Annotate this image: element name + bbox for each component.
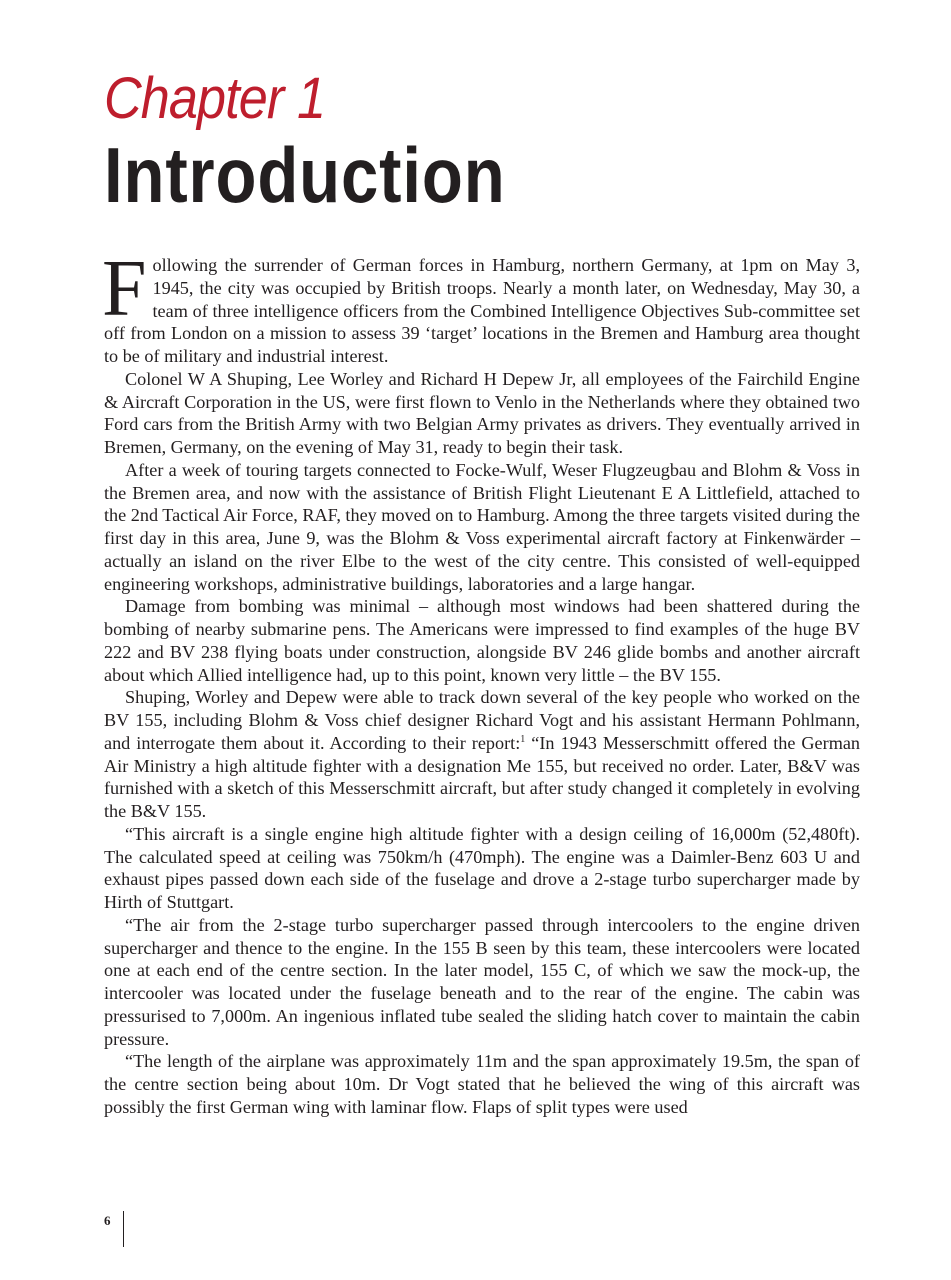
page-number: 6 [104,1213,111,1228]
chapter-label: Chapter 1 [104,66,326,131]
body-text [102,245,861,1119]
paragraph-8: “The length of the airplane was approximately 11m and the span approximately 19.5m, the span of the centre section being about 10m. Dr Vogt stated that he believed the wing of this aircraft was possibly the first German wing with laminar flow. Flaps of split types were used [104,1051,860,1117]
paragraph-5-text-a: Shuping, Worley and Depew were able to track down several of the key people who worked on the BV 155, including Blohm & Voss chief designer Richard Vogt and his assistant Hermann Pohlmann, and interrogate them about it. According to their report: [104,687,860,753]
paragraph-7: “The air from the 2-stage turbo supercharger passed through intercoolers to the engine driven supercharger and thence to the engine. In the 155 B seen by this team, these intercoolers were located one at each end of the centre section. In the later model, 155 C, of which we saw the mock-up, the intercooler was located under the fuselage beneath and to the rear of the engine. The cabin was pressurised to 7,000m. An ingenious inflated tube sealed the sliding hatch cover to maintain the cabin pressure. [104,914,860,1049]
paragraph-1-text: ollowing the surrender of German forces in Hamburg, northern Germany, at 1pm on May 3, 1945, the city was occupied by British troops. Nearly a month later, on Wednesday, May 30, a team of three intelligence officers from the Combined Intelligence Objectives Sub-committee set off from London on a mission to assess 39 ‘target’ locations in the Bremen and Hamburg area thought to be of military and industrial interest. [104,255,860,366]
paragraph-1 [102,245,860,368]
paragraph-5-text-b: “In 1943 Messerschmitt offered the German Air Ministry a high altitude fighter with a designation Me 155, but received no order. Later, B&V was furnished with a sketch of this Messerschmitt aircraft, but after study changed it completely in evolving the B&V 155. [104,732,861,821]
paragraph-5 [104,686,860,823]
chapter-title: Introduction [104,131,506,219]
paragraph-3: After a week of touring targets connected to Focke-Wulf, Weser Flugzeugbau and Blohm & Voss in the Bremen area, and now with the assistance of British Flight Lieutenant E A Littlefield, attached to the 2nd Tactical Air Force, RAF, they moved on to Hamburg. Among the three targets visited during the first day in this area, June 9, was the Blohm & Voss experimental aircraft factory at Finkenwärder – actually an island on the river Elbe to the west of the city centre. This consisted of well-equipped engineering workshops, administrative buildings, laboratories and a large hangar. [104,459,860,594]
paragraph-2: Colonel W A Shuping, Lee Worley and Richard H Depew Jr, all employees of the Fairchild Engine & Aircraft Corporation in the US, were first flown to Venlo in the Netherlands where they obtained two Ford cars from the British Army with two Belgian Army privates as drivers. They eventually arrived in Bremen, Germany, on the evening of May 31, ready to begin their task. [104,368,860,457]
drop-cap: F [102,245,147,333]
paragraph-4: Damage from bombing was minimal – although most windows had been shattered during the bombing of nearby submarine pens. The Americans were impressed to find examples of the huge BV 222 and BV 238 flying boats under construction, alongside BV 246 glide bombs and another aircraft about which Allied intelligence had, up to this point, known very little – the BV 155. [104,596,860,685]
paragraph-6: “This aircraft is a single engine high altitude fighter with a design ceiling of 16,000m (52,480ft). The calculated speed at ceiling was 750km/h (470mph). The engine was a Daimler-Benz 603 U and exhaust pipes passed down each side of the fuselage and drove a 2-stage turbo supercharger made by Hirth of Stuttgart. [104,823,860,912]
footnote-marker[interactable]: 1 [520,733,526,745]
page-number-divider [123,1211,124,1247]
